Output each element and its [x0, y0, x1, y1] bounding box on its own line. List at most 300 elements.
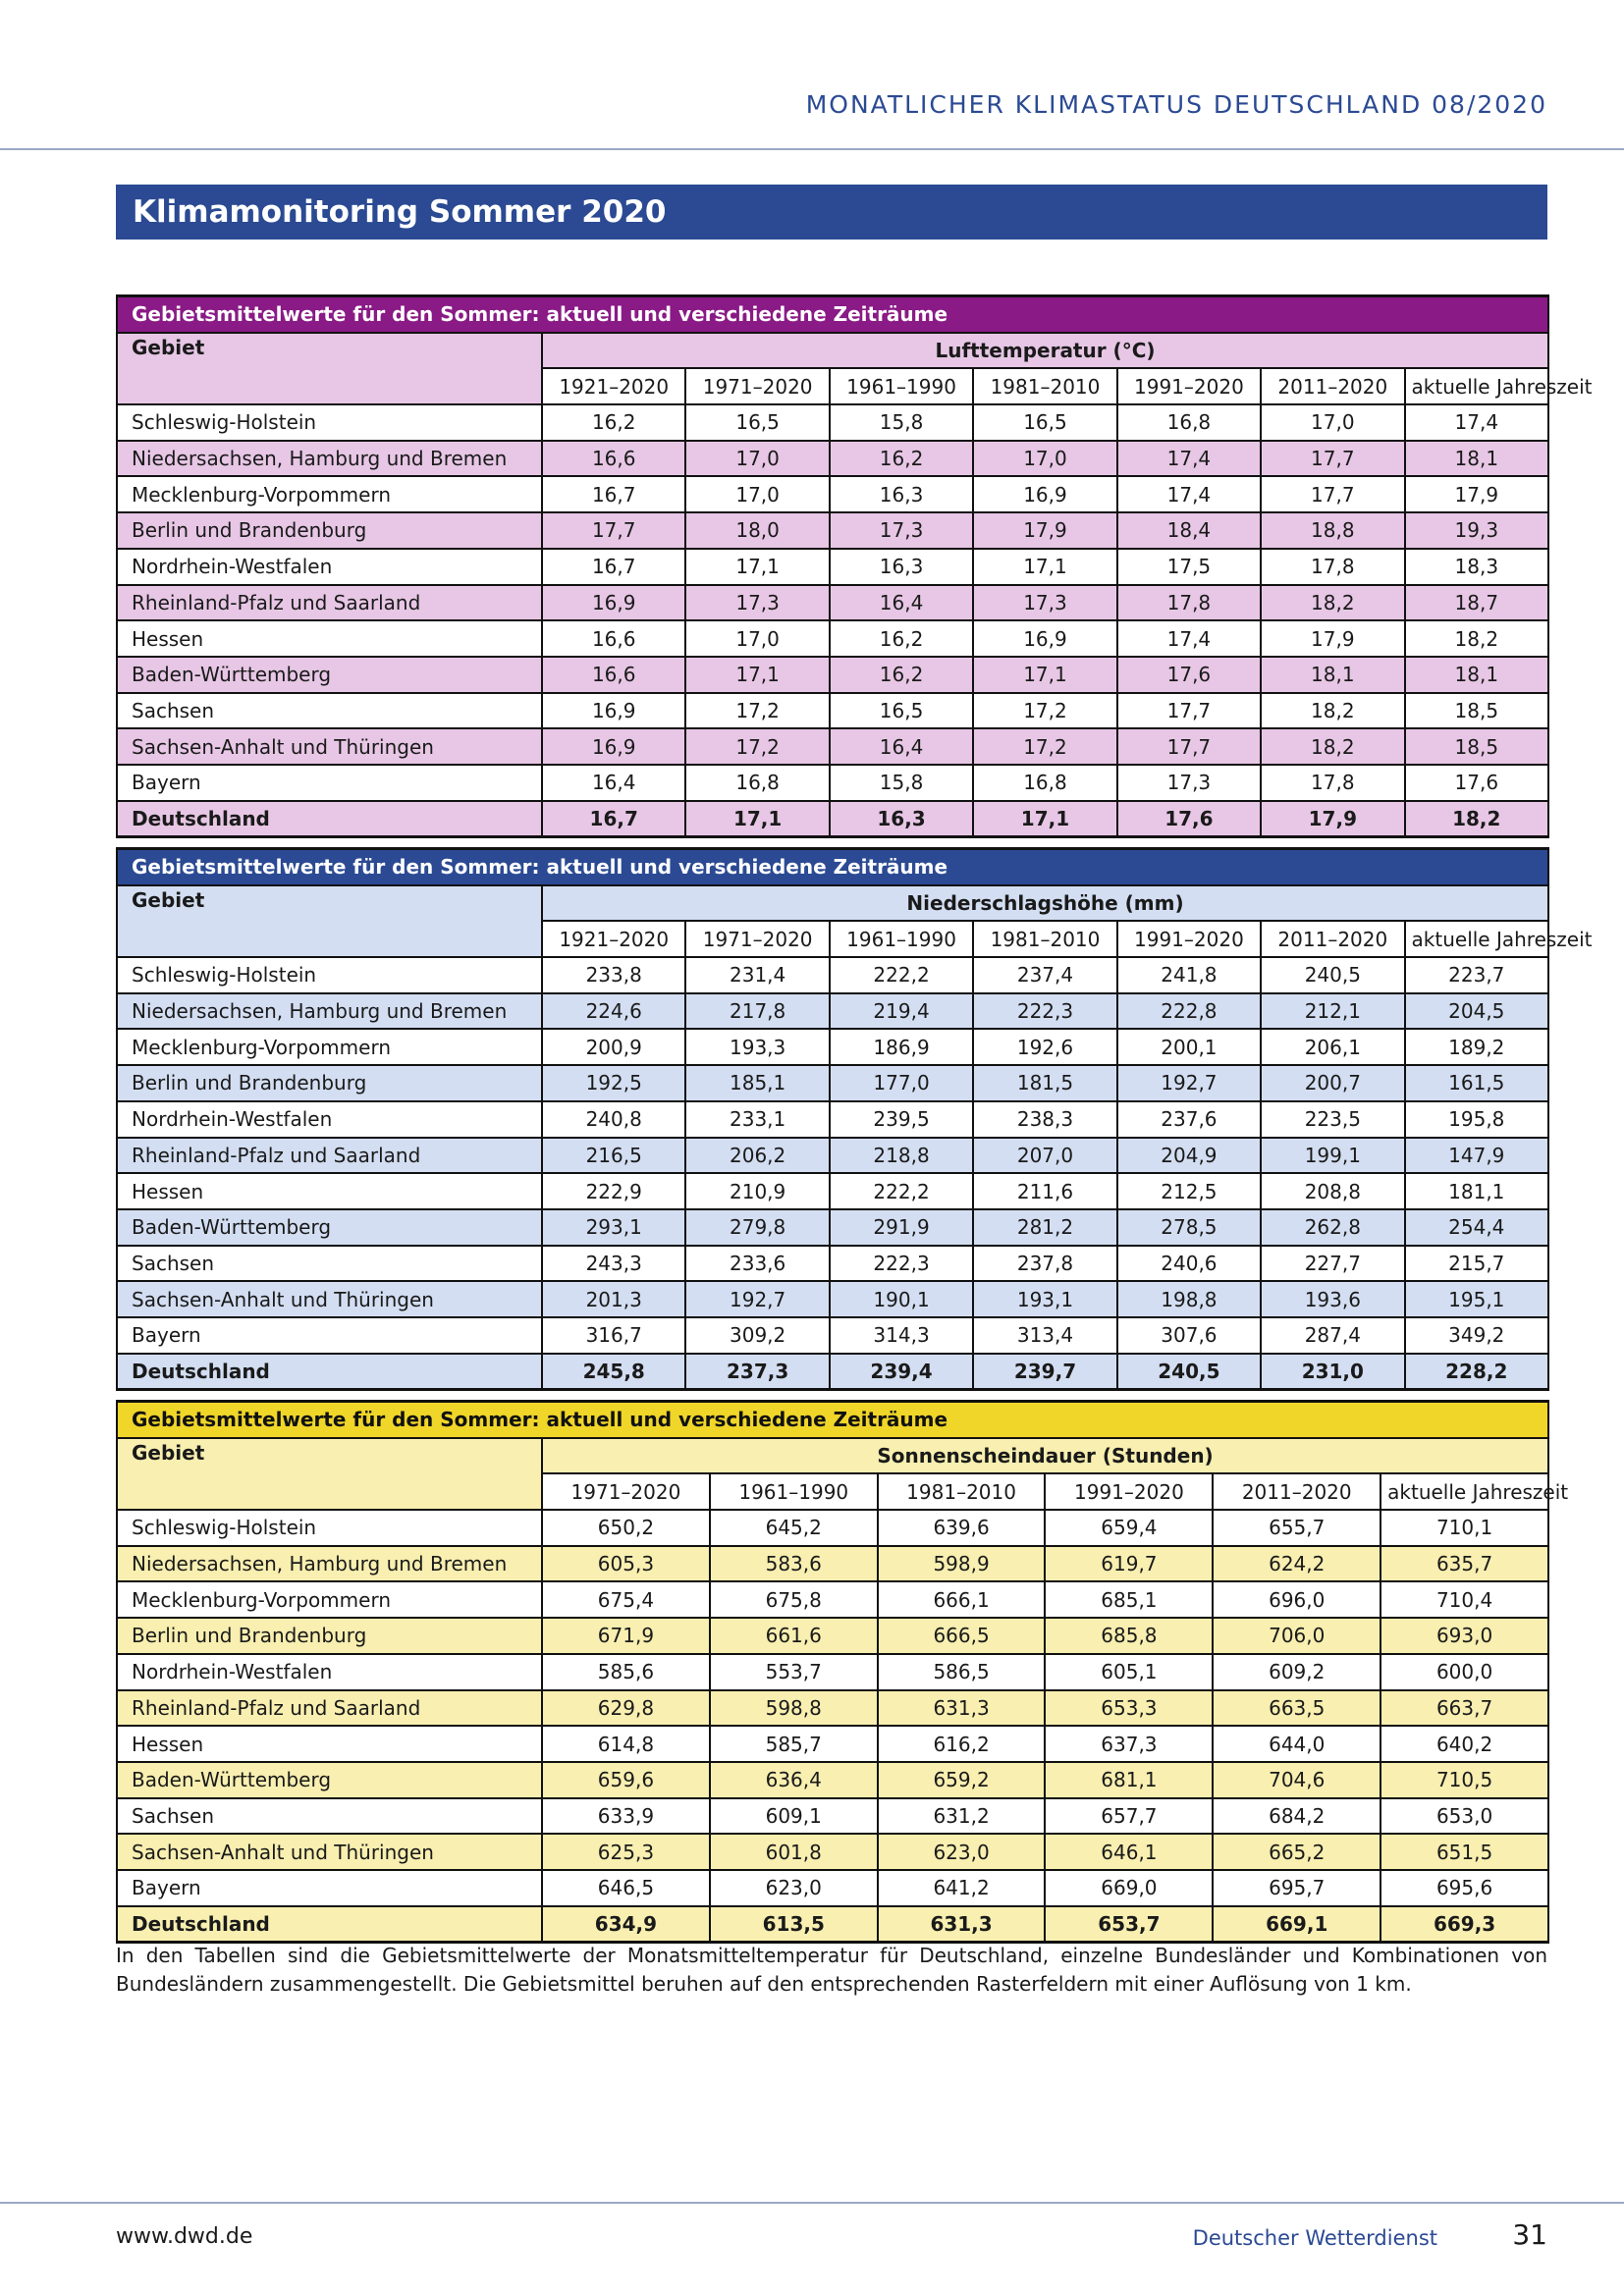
- value-cell: 186,9: [830, 1029, 973, 1065]
- value-cell: 17,5: [1117, 549, 1261, 585]
- value-cell: 16,2: [830, 620, 973, 657]
- column-header-period: 1961–1990: [830, 921, 973, 957]
- value-cell: 193,3: [685, 1029, 829, 1065]
- value-cell: 18,3: [1405, 549, 1549, 585]
- value-cell: 583,6: [710, 1546, 878, 1582]
- value-cell: 634,9: [542, 1906, 710, 1943]
- value-cell: 215,7: [1405, 1246, 1549, 1282]
- value-cell: 147,9: [1405, 1138, 1549, 1174]
- value-cell: 239,4: [830, 1354, 973, 1390]
- value-cell: 19,3: [1405, 512, 1549, 549]
- value-cell: 17,8: [1117, 585, 1261, 621]
- value-cell: 659,4: [1045, 1510, 1213, 1546]
- column-header-period: 1971–2020: [685, 368, 829, 404]
- value-cell: 181,1: [1405, 1173, 1549, 1209]
- value-cell: 279,8: [685, 1209, 829, 1246]
- value-cell: 227,7: [1261, 1246, 1404, 1282]
- footer-organization: Deutscher Wetterdienst: [1192, 2226, 1437, 2250]
- value-cell: 222,2: [830, 957, 973, 993]
- value-cell: 657,7: [1045, 1798, 1213, 1835]
- value-cell: 16,3: [830, 476, 973, 512]
- value-cell: 659,6: [542, 1762, 710, 1798]
- value-cell: 650,2: [542, 1510, 710, 1546]
- column-header-period: aktuelle Jahreszeit: [1380, 1473, 1548, 1510]
- region-name: Baden-Württemberg: [117, 1209, 542, 1246]
- value-cell: 16,7: [542, 549, 685, 585]
- value-cell: 696,0: [1213, 1581, 1380, 1618]
- value-cell: 645,2: [710, 1510, 878, 1546]
- region-name: Rheinland-Pfalz und Saarland: [117, 585, 542, 621]
- value-cell: 185,1: [685, 1065, 829, 1101]
- table-row: [117, 957, 1548, 993]
- table-caption: Gebietsmittelwerte für den Sommer: aktuell und verschiedene Zeiträume: [117, 849, 1548, 885]
- value-cell: 601,8: [710, 1834, 878, 1870]
- table-row: [117, 1618, 1548, 1654]
- value-cell: 18,4: [1117, 512, 1261, 549]
- value-cell: 585,7: [710, 1726, 878, 1762]
- value-cell: 237,8: [973, 1246, 1116, 1282]
- region-name: Baden-Württemberg: [117, 657, 542, 693]
- region-name: Nordrhein-Westfalen: [117, 1101, 542, 1138]
- value-cell: 199,1: [1261, 1138, 1404, 1174]
- report-header-title: MONATLICHER KLIMASTATUS DEUTSCHLAND 08/2020: [805, 90, 1547, 119]
- value-cell: 17,4: [1117, 476, 1261, 512]
- table-row: [117, 512, 1548, 549]
- value-cell: 16,6: [542, 657, 685, 693]
- table-row: [117, 1246, 1548, 1282]
- value-cell: 190,1: [830, 1281, 973, 1317]
- value-cell: 18,5: [1405, 728, 1549, 765]
- value-cell: 16,4: [830, 728, 973, 765]
- table-row: [117, 1834, 1548, 1870]
- region-name: Deutschland: [117, 1906, 542, 1943]
- value-cell: 18,5: [1405, 693, 1549, 729]
- column-header-period: 1981–2010: [878, 1473, 1046, 1510]
- value-cell: 605,1: [1045, 1654, 1213, 1690]
- region-name: Sachsen-Anhalt und Thüringen: [117, 1281, 542, 1317]
- value-cell: 16,9: [542, 585, 685, 621]
- value-cell: 653,0: [1380, 1798, 1548, 1835]
- value-cell: 262,8: [1261, 1209, 1404, 1246]
- region-name: Deutschland: [117, 1354, 542, 1390]
- value-cell: 17,6: [1117, 657, 1261, 693]
- value-cell: 15,8: [830, 765, 973, 801]
- table-row: [117, 1762, 1548, 1798]
- value-cell: 609,1: [710, 1798, 878, 1835]
- table-row: [117, 1546, 1548, 1582]
- value-cell: 206,1: [1261, 1029, 1404, 1065]
- region-name: Mecklenburg-Vorpommern: [117, 1581, 542, 1618]
- value-cell: 231,0: [1261, 1354, 1404, 1390]
- section-title: Klimamonitoring Sommer 2020: [116, 185, 1547, 240]
- value-cell: 238,3: [973, 1101, 1116, 1138]
- table-row: [117, 1726, 1548, 1762]
- value-cell: 623,0: [878, 1834, 1046, 1870]
- value-cell: 17,7: [1117, 693, 1261, 729]
- table-row: [117, 1654, 1548, 1690]
- value-cell: 16,9: [542, 728, 685, 765]
- value-cell: 281,2: [973, 1209, 1116, 1246]
- value-cell: 17,7: [542, 512, 685, 549]
- value-cell: 212,5: [1117, 1173, 1261, 1209]
- column-header-period: aktuelle Jahreszeit: [1405, 368, 1549, 404]
- region-name: Nordrhein-Westfalen: [117, 1654, 542, 1690]
- value-cell: 605,3: [542, 1546, 710, 1582]
- value-cell: 598,9: [878, 1546, 1046, 1582]
- region-name: Rheinland-Pfalz und Saarland: [117, 1690, 542, 1727]
- column-header-period: 1971–2020: [685, 921, 829, 957]
- table-row: [117, 1029, 1548, 1065]
- table-row: [117, 585, 1548, 621]
- value-cell: 245,8: [542, 1354, 685, 1390]
- total-row: [117, 1354, 1548, 1390]
- table-row: [117, 993, 1548, 1030]
- region-name: Sachsen: [117, 1798, 542, 1835]
- value-cell: 665,2: [1213, 1834, 1380, 1870]
- column-header-period: 2011–2020: [1213, 1473, 1380, 1510]
- region-name: Schleswig-Holstein: [117, 404, 542, 441]
- total-row: [117, 1906, 1548, 1943]
- value-cell: 201,3: [542, 1281, 685, 1317]
- table-row: [117, 1065, 1548, 1101]
- value-cell: 666,1: [878, 1581, 1046, 1618]
- total-row: [117, 801, 1548, 837]
- table-row: [117, 1870, 1548, 1906]
- value-cell: 200,1: [1117, 1029, 1261, 1065]
- value-cell: 161,5: [1405, 1065, 1549, 1101]
- value-cell: 204,9: [1117, 1138, 1261, 1174]
- value-cell: 17,6: [1117, 801, 1261, 837]
- value-cell: 18,7: [1405, 585, 1549, 621]
- value-cell: 18,2: [1405, 801, 1549, 837]
- value-cell: 17,2: [973, 693, 1116, 729]
- column-header-period: aktuelle Jahreszeit: [1405, 921, 1549, 957]
- region-name: Niedersachsen, Hamburg und Bremen: [117, 1546, 542, 1582]
- website-link[interactable]: www.dwd.de: [116, 2224, 253, 2249]
- value-cell: 237,4: [973, 957, 1116, 993]
- value-cell: 309,2: [685, 1317, 829, 1354]
- value-cell: 17,7: [1261, 476, 1404, 512]
- column-header-period: 2011–2020: [1261, 921, 1404, 957]
- value-cell: 18,8: [1261, 512, 1404, 549]
- table-row: [117, 728, 1548, 765]
- footnote-text: In den Tabellen sind die Gebietsmittelwerte der Monatsmitteltemperatur für Deutschland, einzelne Bundesländer und Kombinationen von Bundesländern zusammengestellt. Die Gebietsmittel beruhen auf den entsprechenden Rasterfeldern mit einer Auflösung von 1 km.: [116, 1944, 1547, 1996]
- region-name: Niedersachsen, Hamburg und Bremen: [117, 993, 542, 1030]
- value-cell: 204,5: [1405, 993, 1549, 1030]
- value-cell: 287,4: [1261, 1317, 1404, 1354]
- value-cell: 193,6: [1261, 1281, 1404, 1317]
- value-cell: 585,6: [542, 1654, 710, 1690]
- value-cell: 223,7: [1405, 957, 1549, 993]
- table-row: [117, 1317, 1548, 1354]
- value-cell: 18,2: [1261, 585, 1404, 621]
- value-cell: 614,8: [542, 1726, 710, 1762]
- value-cell: 219,4: [830, 993, 973, 1030]
- value-cell: 663,7: [1380, 1690, 1548, 1727]
- value-cell: 640,2: [1380, 1726, 1548, 1762]
- value-cell: 17,1: [973, 657, 1116, 693]
- value-cell: 17,0: [1261, 404, 1404, 441]
- value-cell: 231,4: [685, 957, 829, 993]
- value-cell: 629,8: [542, 1690, 710, 1727]
- region-name: Hessen: [117, 1726, 542, 1762]
- value-cell: 693,0: [1380, 1618, 1548, 1654]
- value-cell: 233,8: [542, 957, 685, 993]
- value-cell: 669,0: [1045, 1870, 1213, 1906]
- table-row: [117, 1798, 1548, 1835]
- value-cell: 195,8: [1405, 1101, 1549, 1138]
- value-cell: 239,5: [830, 1101, 973, 1138]
- value-cell: 17,6: [1405, 765, 1549, 801]
- region-name: Mecklenburg-Vorpommern: [117, 476, 542, 512]
- page-number: 31: [1512, 2218, 1547, 2251]
- region-name: Schleswig-Holstein: [117, 957, 542, 993]
- value-cell: 192,7: [1117, 1065, 1261, 1101]
- footer-divider: [0, 2202, 1624, 2204]
- parameter-header: Sonnenscheindauer (Stunden): [542, 1438, 1548, 1474]
- value-cell: 17,8: [1261, 549, 1404, 585]
- value-cell: 240,5: [1261, 957, 1404, 993]
- value-cell: 222,8: [1117, 993, 1261, 1030]
- table-row: [117, 657, 1548, 693]
- value-cell: 192,5: [542, 1065, 685, 1101]
- value-cell: 177,0: [830, 1065, 973, 1101]
- parameter-header: Niederschlagshöhe (mm): [542, 885, 1548, 922]
- value-cell: 237,3: [685, 1354, 829, 1390]
- value-cell: 710,1: [1380, 1510, 1548, 1546]
- value-cell: 16,3: [830, 801, 973, 837]
- table-row: [117, 1281, 1548, 1317]
- value-cell: 192,7: [685, 1281, 829, 1317]
- column-header-period: 1961–1990: [830, 368, 973, 404]
- value-cell: 681,1: [1045, 1762, 1213, 1798]
- region-name: Berlin und Brandenburg: [117, 512, 542, 549]
- value-cell: 624,2: [1213, 1546, 1380, 1582]
- value-cell: 17,4: [1405, 404, 1549, 441]
- value-cell: 17,8: [1261, 765, 1404, 801]
- value-cell: 17,3: [830, 512, 973, 549]
- value-cell: 193,1: [973, 1281, 1116, 1317]
- value-cell: 16,9: [973, 476, 1116, 512]
- value-cell: 200,7: [1261, 1065, 1404, 1101]
- value-cell: 16,7: [542, 801, 685, 837]
- value-cell: 598,8: [710, 1690, 878, 1727]
- value-cell: 17,4: [1117, 441, 1261, 477]
- value-cell: 222,2: [830, 1173, 973, 1209]
- value-cell: 16,2: [830, 441, 973, 477]
- value-cell: 233,6: [685, 1246, 829, 1282]
- value-cell: 222,3: [973, 993, 1116, 1030]
- value-cell: 291,9: [830, 1209, 973, 1246]
- value-cell: 16,7: [542, 476, 685, 512]
- region-name: Hessen: [117, 1173, 542, 1209]
- value-cell: 16,4: [542, 765, 685, 801]
- value-cell: 653,7: [1045, 1906, 1213, 1943]
- value-cell: 17,3: [1117, 765, 1261, 801]
- value-cell: 200,9: [542, 1029, 685, 1065]
- value-cell: 212,1: [1261, 993, 1404, 1030]
- value-cell: 675,8: [710, 1581, 878, 1618]
- table-row: [117, 1510, 1548, 1546]
- value-cell: 216,5: [542, 1138, 685, 1174]
- value-cell: 314,3: [830, 1317, 973, 1354]
- value-cell: 18,0: [685, 512, 829, 549]
- region-name: Schleswig-Holstein: [117, 1510, 542, 1546]
- value-cell: 17,1: [685, 801, 829, 837]
- value-cell: 17,1: [685, 657, 829, 693]
- table-row: [117, 1173, 1548, 1209]
- value-cell: 631,3: [878, 1690, 1046, 1727]
- value-cell: 17,7: [1261, 441, 1404, 477]
- column-header-period: 1921–2020: [542, 921, 685, 957]
- value-cell: 313,4: [973, 1317, 1116, 1354]
- value-cell: 16,4: [830, 585, 973, 621]
- region-name: Berlin und Brandenburg: [117, 1065, 542, 1101]
- region-name: Berlin und Brandenburg: [117, 1618, 542, 1654]
- value-cell: 17,7: [1117, 728, 1261, 765]
- value-cell: 189,2: [1405, 1029, 1549, 1065]
- region-name: Bayern: [117, 1870, 542, 1906]
- table-row: [117, 404, 1548, 441]
- column-header-period: 1971–2020: [542, 1473, 710, 1510]
- value-cell: 636,4: [710, 1762, 878, 1798]
- value-cell: 18,2: [1261, 693, 1404, 729]
- column-header-period: 1921–2020: [542, 368, 685, 404]
- value-cell: 16,2: [542, 404, 685, 441]
- value-cell: 211,6: [973, 1173, 1116, 1209]
- value-cell: 619,7: [1045, 1546, 1213, 1582]
- value-cell: 18,2: [1405, 620, 1549, 657]
- value-cell: 17,0: [973, 441, 1116, 477]
- value-cell: 625,3: [542, 1834, 710, 1870]
- value-cell: 639,6: [878, 1510, 1046, 1546]
- region-name: Sachsen: [117, 693, 542, 729]
- value-cell: 16,3: [830, 549, 973, 585]
- value-cell: 17,3: [973, 585, 1116, 621]
- value-cell: 17,0: [685, 620, 829, 657]
- table-row: [117, 1581, 1548, 1618]
- value-cell: 239,7: [973, 1354, 1116, 1390]
- value-cell: 243,3: [542, 1246, 685, 1282]
- table-caption: Gebietsmittelwerte für den Sommer: aktuell und verschiedene Zeiträume: [117, 1402, 1548, 1438]
- value-cell: 641,2: [878, 1870, 1046, 1906]
- table-row: [117, 549, 1548, 585]
- temperature-table: [116, 294, 1593, 838]
- value-cell: 240,6: [1117, 1246, 1261, 1282]
- value-cell: 675,4: [542, 1581, 710, 1618]
- value-cell: 16,6: [542, 620, 685, 657]
- value-cell: 685,8: [1045, 1618, 1213, 1654]
- value-cell: 17,4: [1117, 620, 1261, 657]
- table-row: [117, 620, 1548, 657]
- value-cell: 553,7: [710, 1654, 878, 1690]
- value-cell: 307,6: [1117, 1317, 1261, 1354]
- value-cell: 240,8: [542, 1101, 685, 1138]
- value-cell: 17,3: [685, 585, 829, 621]
- value-cell: 651,5: [1380, 1834, 1548, 1870]
- value-cell: 609,2: [1213, 1654, 1380, 1690]
- value-cell: 16,9: [973, 620, 1116, 657]
- value-cell: 17,1: [973, 801, 1116, 837]
- value-cell: 224,6: [542, 993, 685, 1030]
- region-name: Sachsen-Anhalt und Thüringen: [117, 728, 542, 765]
- table-row: [117, 441, 1548, 477]
- table-row: [117, 1690, 1548, 1727]
- value-cell: 217,8: [685, 993, 829, 1030]
- value-cell: 710,4: [1380, 1581, 1548, 1618]
- value-cell: 16,5: [830, 693, 973, 729]
- table-row: [117, 1209, 1548, 1246]
- precipitation-table: [116, 847, 1593, 1391]
- value-cell: 669,3: [1380, 1906, 1548, 1943]
- value-cell: 684,2: [1213, 1798, 1380, 1835]
- table-caption: Gebietsmittelwerte für den Sommer: aktuell und verschiedene Zeiträume: [117, 296, 1548, 333]
- value-cell: 222,3: [830, 1246, 973, 1282]
- value-cell: 181,5: [973, 1065, 1116, 1101]
- value-cell: 15,8: [830, 404, 973, 441]
- value-cell: 228,2: [1405, 1354, 1549, 1390]
- value-cell: 237,6: [1117, 1101, 1261, 1138]
- column-header-gebiet: Gebiet: [117, 885, 542, 957]
- sunshine-table: [116, 1400, 1569, 1944]
- value-cell: 316,7: [542, 1317, 685, 1354]
- value-cell: 16,5: [685, 404, 829, 441]
- value-cell: 16,8: [1117, 404, 1261, 441]
- value-cell: 349,2: [1405, 1317, 1549, 1354]
- table-row: [117, 765, 1548, 801]
- table-row: [117, 693, 1548, 729]
- value-cell: 586,5: [878, 1654, 1046, 1690]
- value-cell: 17,1: [685, 549, 829, 585]
- region-name: Mecklenburg-Vorpommern: [117, 1029, 542, 1065]
- value-cell: 222,9: [542, 1173, 685, 1209]
- region-name: Niedersachsen, Hamburg und Bremen: [117, 441, 542, 477]
- value-cell: 631,2: [878, 1798, 1046, 1835]
- value-cell: 18,1: [1261, 657, 1404, 693]
- value-cell: 208,8: [1261, 1173, 1404, 1209]
- value-cell: 17,9: [1261, 620, 1404, 657]
- value-cell: 600,0: [1380, 1654, 1548, 1690]
- value-cell: 16,8: [973, 765, 1116, 801]
- region-name: Bayern: [117, 765, 542, 801]
- value-cell: 666,5: [878, 1618, 1046, 1654]
- value-cell: 17,0: [685, 441, 829, 477]
- table-row: [117, 476, 1548, 512]
- value-cell: 17,1: [973, 549, 1116, 585]
- value-cell: 18,2: [1261, 728, 1404, 765]
- value-cell: 661,6: [710, 1618, 878, 1654]
- value-cell: 17,2: [685, 693, 829, 729]
- region-name: Deutschland: [117, 801, 542, 837]
- value-cell: 623,0: [710, 1870, 878, 1906]
- region-name: Hessen: [117, 620, 542, 657]
- region-name: Rheinland-Pfalz und Saarland: [117, 1138, 542, 1174]
- value-cell: 646,1: [1045, 1834, 1213, 1870]
- header-divider: [0, 148, 1624, 150]
- value-cell: 17,9: [973, 512, 1116, 549]
- column-header-gebiet: Gebiet: [117, 333, 542, 404]
- column-header-period: 2011–2020: [1261, 368, 1404, 404]
- value-cell: 685,1: [1045, 1581, 1213, 1618]
- column-header-gebiet: Gebiet: [117, 1438, 542, 1510]
- table-row: [117, 1138, 1548, 1174]
- value-cell: 631,3: [878, 1906, 1046, 1943]
- value-cell: 653,3: [1045, 1690, 1213, 1727]
- value-cell: 210,9: [685, 1173, 829, 1209]
- value-cell: 633,9: [542, 1798, 710, 1835]
- column-header-period: 1961–1990: [710, 1473, 878, 1510]
- column-header-period: 1991–2020: [1117, 368, 1261, 404]
